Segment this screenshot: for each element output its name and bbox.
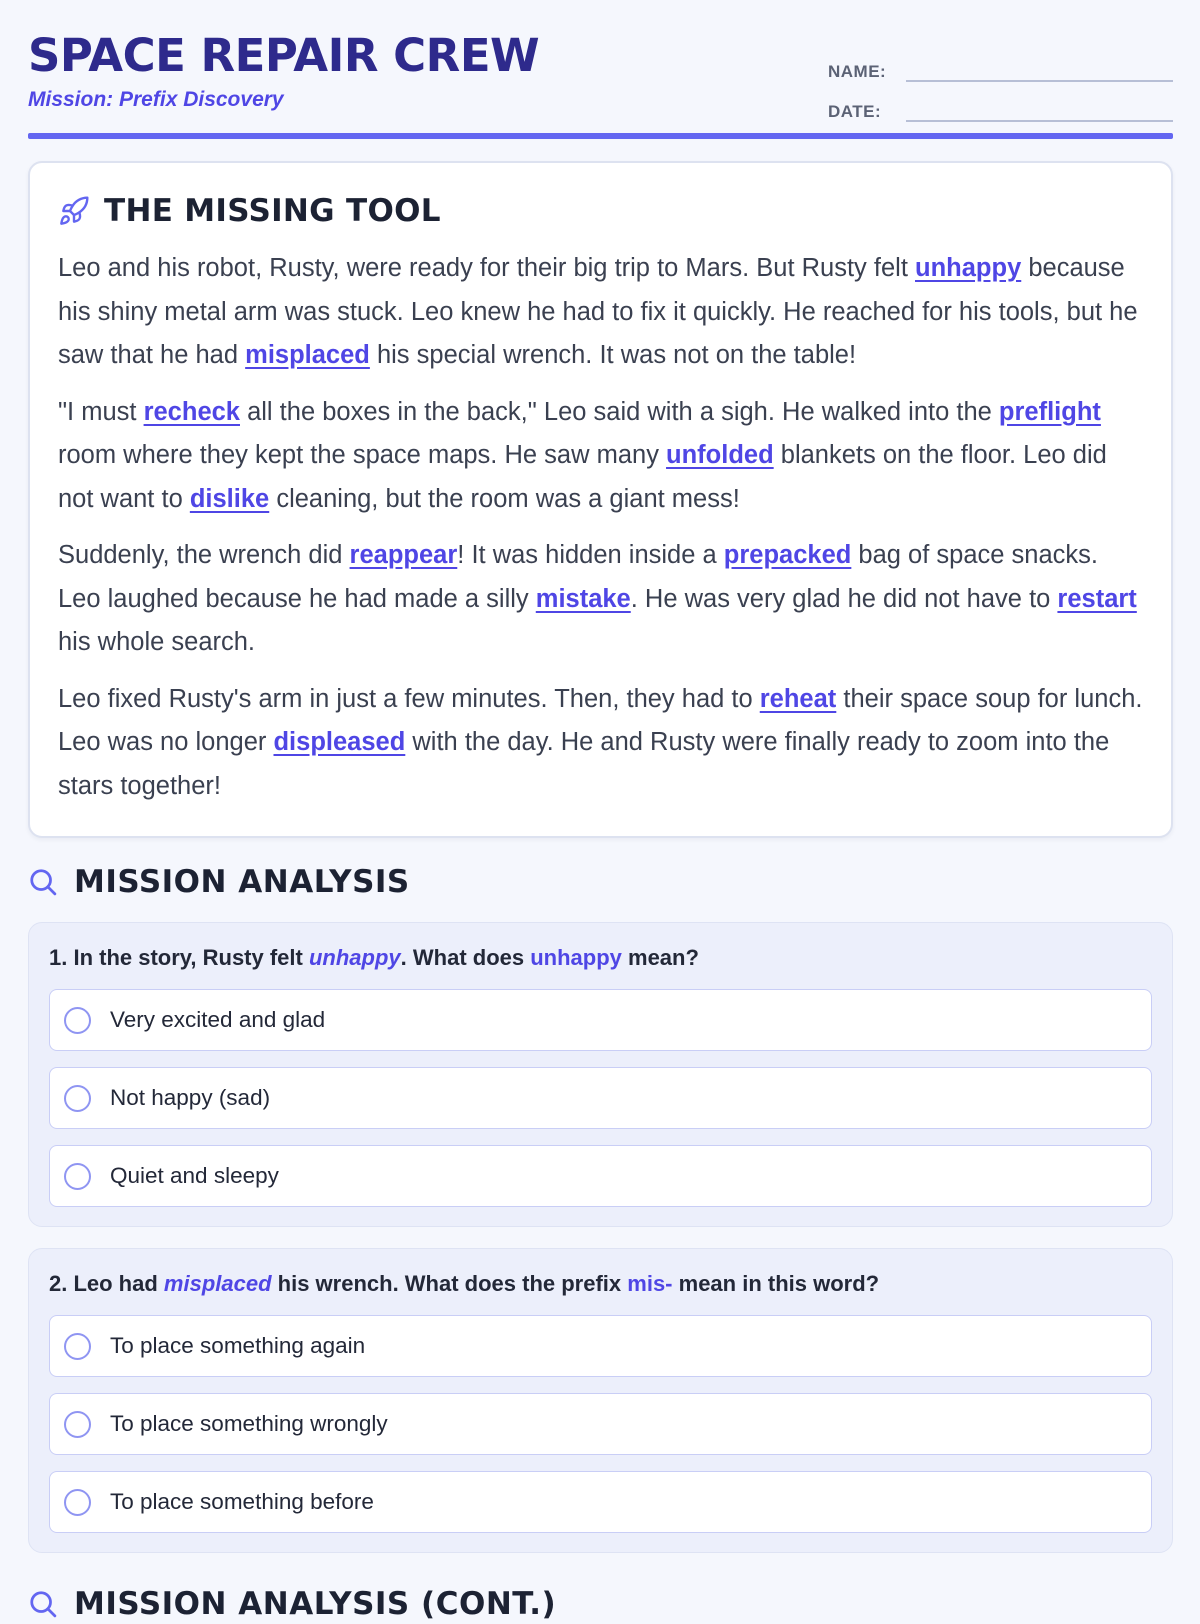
keyword-restart[interactable]: restart — [1057, 584, 1137, 613]
keyword-misplaced[interactable]: misplaced — [245, 341, 370, 369]
question-card-1 — [28, 922, 1173, 1227]
question-text-part: . What does — [400, 945, 531, 970]
story-paragraph-1 — [58, 247, 1143, 378]
answer-option[interactable] — [49, 989, 1152, 1051]
question-text-part: 2. Leo had — [49, 1271, 164, 1296]
radio-button[interactable] — [64, 1411, 91, 1438]
keyword-unfolded[interactable]: unfolded — [666, 441, 774, 469]
story-header — [58, 193, 1143, 229]
student-fields — [828, 42, 1173, 122]
page-subtitle: Mission: Prefix Discovery — [28, 88, 284, 111]
story-text: blankets on the floor. Leo did not want to — [58, 441, 1107, 513]
search-icon — [28, 1589, 58, 1619]
story-title: THE MISSING TOOL — [104, 193, 441, 229]
keyword-recheck[interactable]: recheck — [143, 397, 240, 426]
answer-option-label: Very excited and glad — [110, 1007, 326, 1032]
story-text: room where they kept the space maps. He saw many — [58, 441, 667, 469]
worksheet-header — [28, 30, 1173, 140]
date-label: DATE: — [828, 102, 882, 121]
analysis-title: MISSION ANALYSIS — [74, 864, 410, 900]
radio-button[interactable] — [64, 1163, 91, 1190]
answer-option[interactable] — [49, 1315, 1152, 1377]
analysis-cont-title: MISSION ANALYSIS (CONT.) — [74, 1586, 557, 1622]
radio-button[interactable] — [64, 1007, 91, 1034]
story-paragraph-2 — [58, 391, 1143, 522]
answer-option[interactable] — [49, 1067, 1152, 1129]
question-text-part: mean in this word? — [672, 1271, 880, 1296]
story-card — [28, 161, 1173, 838]
date-input-line[interactable] — [906, 98, 1173, 122]
question-text-part: 1. In the story, Rusty felt — [49, 945, 309, 970]
keyword-reheat[interactable]: reheat — [759, 684, 837, 713]
answer-option-label: To place something again — [110, 1333, 366, 1358]
search-icon — [28, 867, 58, 897]
keyword-unhappy[interactable]: unhappy — [915, 254, 1022, 282]
story-text: . He was very glad he did not have to — [630, 584, 1058, 613]
keyword-reappear[interactable]: reappear — [349, 541, 458, 569]
radio-button[interactable] — [64, 1489, 91, 1516]
name-label: NAME: — [828, 62, 887, 81]
story-text: his whole search. — [58, 628, 256, 656]
story-paragraph-3 — [58, 534, 1143, 665]
story-text: their space soup for lunch. Leo was no longer — [58, 684, 1143, 756]
analysis-cont-header — [28, 1584, 556, 1624]
story-text: because his shiny metal arm was stuck. Leo knew he had to fix it quickly. He reached for his tools, but he saw that he had — [58, 254, 1138, 369]
story-text: bag of space snacks. Leo laughed because he had made a silly — [58, 541, 1098, 613]
question-text-part: mean? — [621, 945, 699, 970]
answer-option-label: To place something wrongly — [110, 1411, 388, 1436]
story-text: Leo and his robot, Rusty, were ready for their big trip to Mars. But Rusty felt — [58, 254, 915, 282]
page-title: SPACE REPAIR CREW — [28, 29, 540, 82]
answer-option[interactable] — [49, 1471, 1152, 1533]
answer-option-label: Quiet and sleepy — [110, 1163, 279, 1188]
keyword-mistake[interactable]: mistake — [535, 584, 631, 613]
question-1-text — [49, 943, 1152, 973]
story-text: with the day. He and Rusty were finally ready to zoom into the stars together! — [58, 728, 1110, 800]
keyword-dislike[interactable]: dislike — [189, 484, 270, 513]
name-input-line[interactable] — [906, 58, 1173, 82]
story-text: Leo fixed Rusty's arm in just a few minutes. Then, they had to — [58, 684, 760, 713]
radio-button[interactable] — [64, 1085, 91, 1112]
question-highlight: mis- — [627, 1271, 673, 1296]
name-field — [828, 42, 1173, 82]
question-text-part: his wrench. What does the prefix — [271, 1271, 628, 1296]
answer-option-label: To place something before — [110, 1489, 374, 1514]
question-keyword: misplaced — [163, 1271, 272, 1296]
rocket-icon — [58, 195, 90, 227]
story-paragraph-4 — [58, 678, 1143, 809]
story-text: all the boxes in the back," Leo said with a sigh. He walked into the — [240, 397, 999, 426]
question-2-text — [49, 1269, 1152, 1299]
keyword-displeased[interactable]: displeased — [273, 728, 406, 756]
answer-option[interactable] — [49, 1145, 1152, 1207]
story-text: "I must — [58, 397, 144, 426]
question-highlight: unhappy — [530, 945, 622, 970]
radio-button[interactable] — [64, 1333, 91, 1360]
question-card-2 — [28, 1248, 1173, 1553]
story-text: cleaning, but the room was a giant mess! — [269, 484, 740, 513]
story-text: his special wrench. It was not on the table! — [369, 341, 857, 369]
answer-option-label: Not happy (sad) — [110, 1085, 271, 1110]
analysis-header — [28, 862, 410, 902]
question-keyword: unhappy — [308, 945, 401, 970]
answer-option[interactable] — [49, 1393, 1152, 1455]
keyword-preflight[interactable]: preflight — [998, 397, 1101, 426]
keyword-prepacked[interactable]: prepacked — [723, 541, 852, 569]
story-text: Suddenly, the wrench did — [58, 541, 350, 569]
story-text: ! It was hidden inside a — [457, 541, 724, 569]
header-divider — [28, 133, 1173, 139]
date-field — [828, 82, 1173, 122]
